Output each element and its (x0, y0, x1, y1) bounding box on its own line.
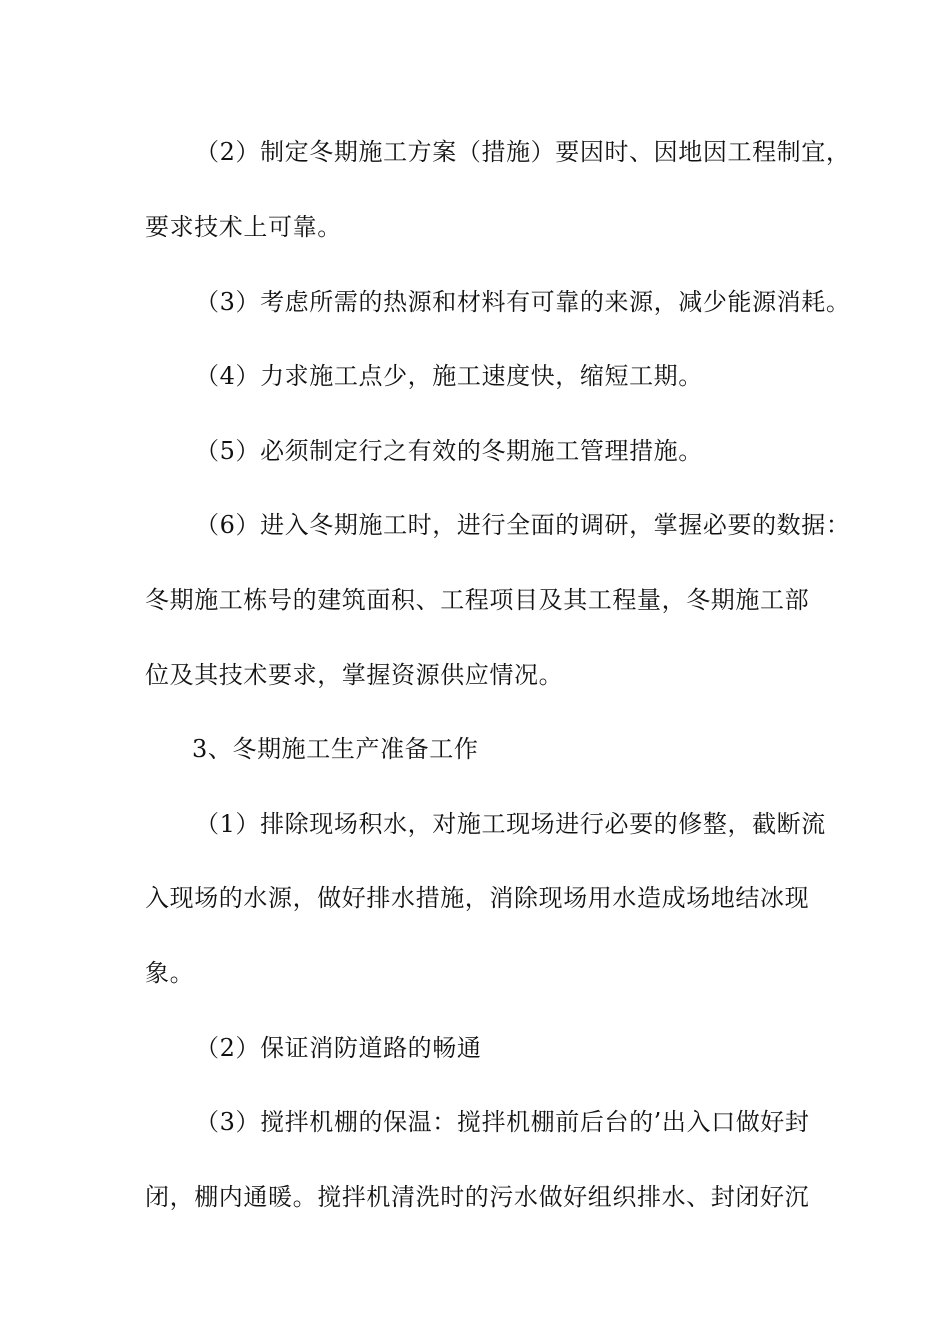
text-line: （3）搅拌机棚的保温：搅拌机棚前后台的’出入口做好封 (195, 1108, 810, 1136)
text-line: （4）力求施工点少，施工速度快，缩短工期。 (195, 362, 703, 390)
text-line: （6）进入冬期施工时，进行全面的调研，掌握必要的数据： (195, 511, 851, 539)
section-heading: 3、冬期施工生产准备工作 (192, 735, 479, 763)
text-line: 要求技术上可靠。 (145, 213, 342, 241)
text-line: （5）必须制定行之有效的冬期施工管理措施。 (195, 437, 703, 465)
text-line: （1）排除现场积水，对施工现场进行必要的修整，截断流 (195, 810, 826, 838)
text-line: 入现场的水源，做好排水措施，消除现场用水造成场地结冰现 (145, 884, 810, 912)
text-line: 位及其技术要求，掌握资源供应情况。 (145, 661, 564, 689)
text-line: 象。 (145, 959, 195, 987)
text-line: 冬期施工栋号的建筑面积、工程项目及其工程量，冬期施工部 (145, 586, 810, 614)
text-line: （2）保证消防道路的畅通 (195, 1034, 482, 1062)
text-line: （2）制定冬期施工方案（措施）要因时、因地因工程制宜， (195, 138, 851, 166)
text-line: （3）考虑所需的热源和材料有可靠的来源，减少能源消耗。 (195, 288, 851, 316)
text-line: 闭，棚内通暖。搅拌机清洗时的污水做好组织排水、封闭好沉 (145, 1183, 810, 1211)
